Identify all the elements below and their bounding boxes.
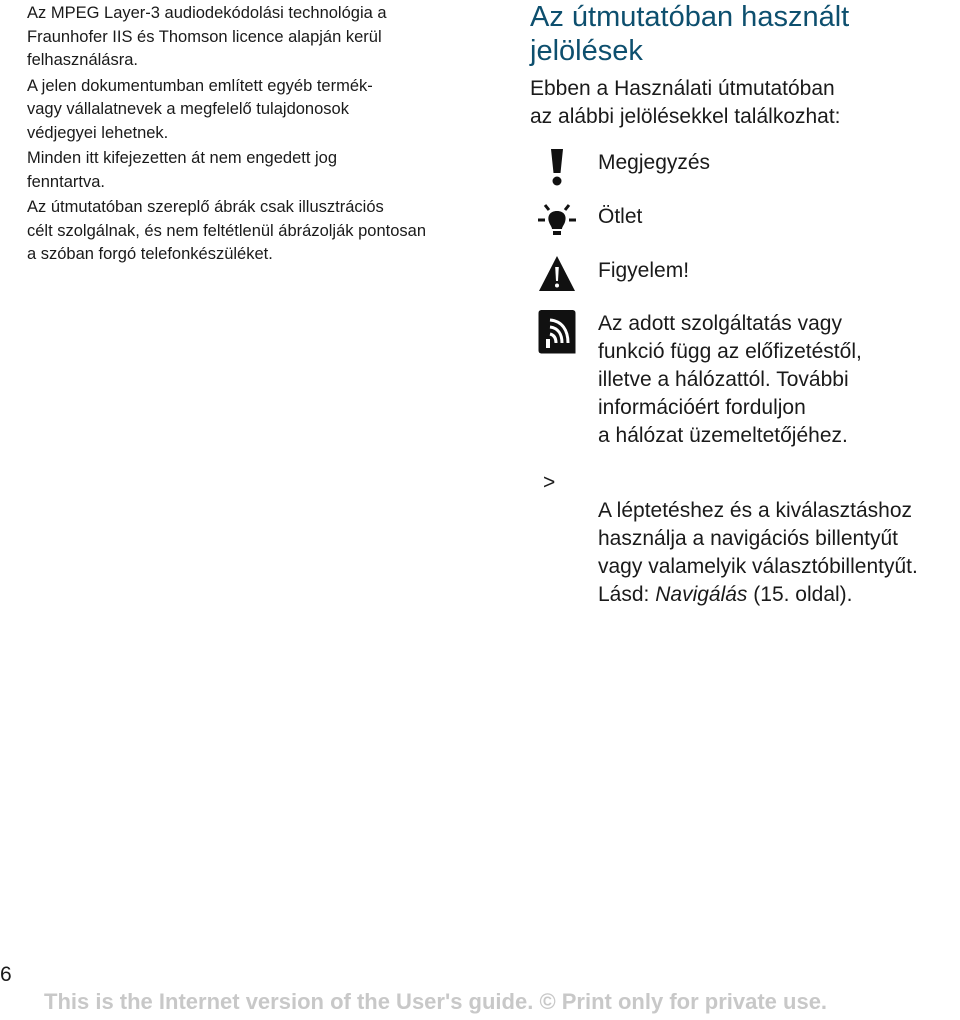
exclamation-icon [538,146,576,188]
legend-label-note: Megjegyzés [598,151,711,174]
lightbulb-icon [538,198,576,240]
symbols-section [530,0,960,606]
legal-notice-column [27,2,467,269]
see-prefix: Lásd: [598,583,656,606]
navigation-instruction [598,469,960,609]
navigation-reference-link[interactable]: Navigálás [655,583,748,606]
legend-label-network-service: Az adott szolgáltatás vagy funkció függ az előfizetéstől, illetve a hálózattól. További információért forduljon a hálózat üzemeltetőjéhez. [598,312,862,447]
legend-label-warning: Figyelem! [598,259,690,282]
arrow-right-icon: > [543,471,556,494]
footer-watermark: This is the Internet version of the User's guide. © Print only for private use. [44,989,828,1014]
network-service-icon [538,309,576,355]
section-heading: Az útmutatóban használt jelölések [530,1,850,67]
see-suffix: (15. oldal). [747,583,853,606]
page-number: 6 [0,963,12,986]
legend-label-tip: Ötlet [598,205,643,228]
warning-triangle-icon [538,253,576,295]
trademark-paragraph: A jelen dokumentumban említett egyéb termék- vagy vállalatnevek a megfelelő tulajdonosok védjegyei lehetnek. [27,76,373,142]
mp3-license-paragraph: Az MPEG Layer-3 audiodekódolási technológia a Fraunhofer IIS és Thomson licence alapján kerül felhasználásra. [27,4,387,69]
section-intro: Ebben a Használati útmutatóban az alábbi jelölésekkel találkozhat: [530,77,841,128]
navigation-text: A léptetéshez és a kiválasztáshoz használja a navigációs billentyűt vagy valamelyik választóbillentyűt. [598,499,918,578]
rights-reserved-paragraph: Minden itt kifejezetten át nem engedett jog fenntartva. [27,149,338,191]
illustration-disclaimer-paragraph: Az útmutatóban szereplő ábrák csak illusztrációs célt szolgálnak, és nem feltétlenül ábrázolják pontosan a szóban forgó telefonkészüléket. [27,198,426,263]
